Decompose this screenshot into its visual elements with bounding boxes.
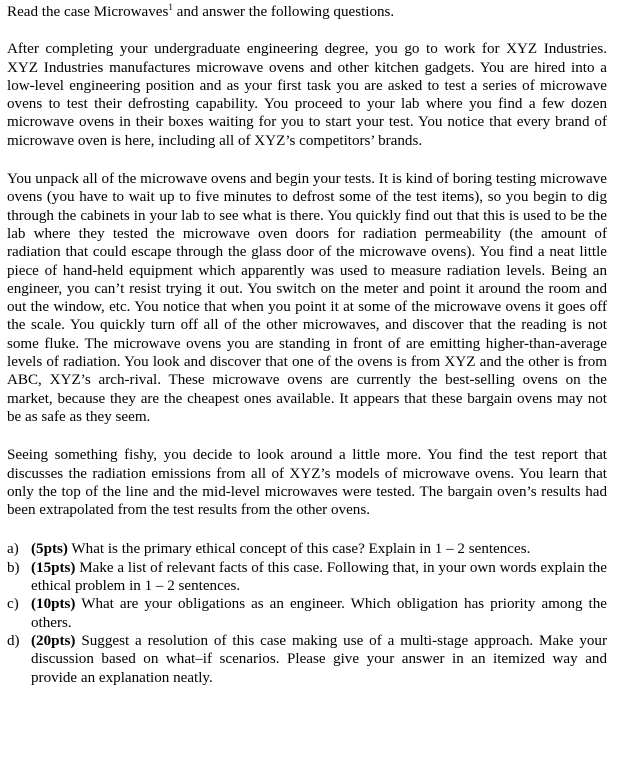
question-text: What is the primary ethical concept of this case? Explain in 1 – 2 sentences. [67, 541, 531, 558]
intro-text: Read the case Microwaves [7, 4, 169, 20]
question-letter: a) [7, 541, 19, 558]
case-paragraph-1: After completing your undergraduate engineering degree, you go to work for XYZ Industries. XYZ Industries manufactures microwave ovens and other kitchen gadgets. You are hired into a low-level engineering position and as your first task you are asked to test a series of microwave ovens to test their defrosting capability. You proceed to your lab where you find a few dozen microwave ovens in their boxes waiting for you to start your test. You notice that every brand of microwave oven is here, including all of XYZ’s competitors’ brands. [7, 41, 607, 149]
case-paragraph-3: Seeing something fishy, you decide to look around a little more. You find the test report that discusses the radiation emissions from all of XYZ’s models of microwave ovens. You learn that only the top of the line and the mid-level microwaves were tested. The bargain oven’s results had been extrapolated from the test results from the other ovens. [7, 447, 607, 519]
question-points: (10pts) [31, 596, 76, 613]
question-points: (5pts) [31, 541, 68, 558]
intro-text-end: and answer the following questions. [172, 4, 395, 20]
question-a [7, 540, 607, 558]
question-b [7, 559, 607, 596]
question-text: Suggest a resolution of this case making use of a multi-stage approach. Make your discussion based on what–if scenarios. Please give your answer in an itemized way and provide an explanation neatly. [31, 632, 607, 686]
question-text: Make a list of relevant facts of this case. Following that, in your own words explain the ethical problem in 1 – 2 sentences. [31, 559, 607, 595]
question-text: What are your obligations as an engineer. Which obligation has priority among the others. [31, 596, 607, 631]
question-letter: b) [7, 559, 20, 576]
question-c [7, 595, 607, 632]
question-letter: c) [7, 596, 19, 613]
question-body [31, 595, 607, 632]
document-page [7, 0, 607, 687]
case-paragraph-2: You unpack all of the microwave ovens and begin your tests. It is kind of boring testing microwave ovens (you have to wait up to five minutes to defrost some of the test items), so you begin to dig through the cabinets in your lab to see what is there. You quickly find out that this is used to be the lab where they tested the microwave oven doors for radiation permeability (the amount of radiation that could escape through the glass door of the microwave ovens). You find a neat little piece of hand-held equipment which apparently was used to measure radiation levels. Being an engineer, you can’t resist trying it out. You switch on the meter and point it around the room and out the window, etc. You notice that when you point it at some of the microwave ovens it goes off the scale. You quickly turn off all of the other microwaves, and discover that the reading is not some fluke. The microwave ovens you are standing in front of are emitting higher-than-average levels of radiation. You look and discover that one of the ovens is from XYZ and the other is from ABC, XYZ’s arch-rival. These microwave ovens are currently the best-selling ovens on the market, because they are the cheapest ones available. It appears that these bargain ovens may not be as safe as they seem. [7, 171, 607, 425]
question-points: (15pts) [31, 559, 76, 576]
question-body [31, 540, 607, 558]
question-letter: d) [7, 632, 20, 649]
intro-instruction [7, 3, 607, 21]
question-body [31, 559, 607, 596]
question-body [31, 632, 607, 687]
question-d [7, 632, 607, 687]
question-points: (20pts) [31, 632, 76, 649]
question-list [7, 540, 607, 686]
footnote-mark: 1 [168, 2, 173, 12]
